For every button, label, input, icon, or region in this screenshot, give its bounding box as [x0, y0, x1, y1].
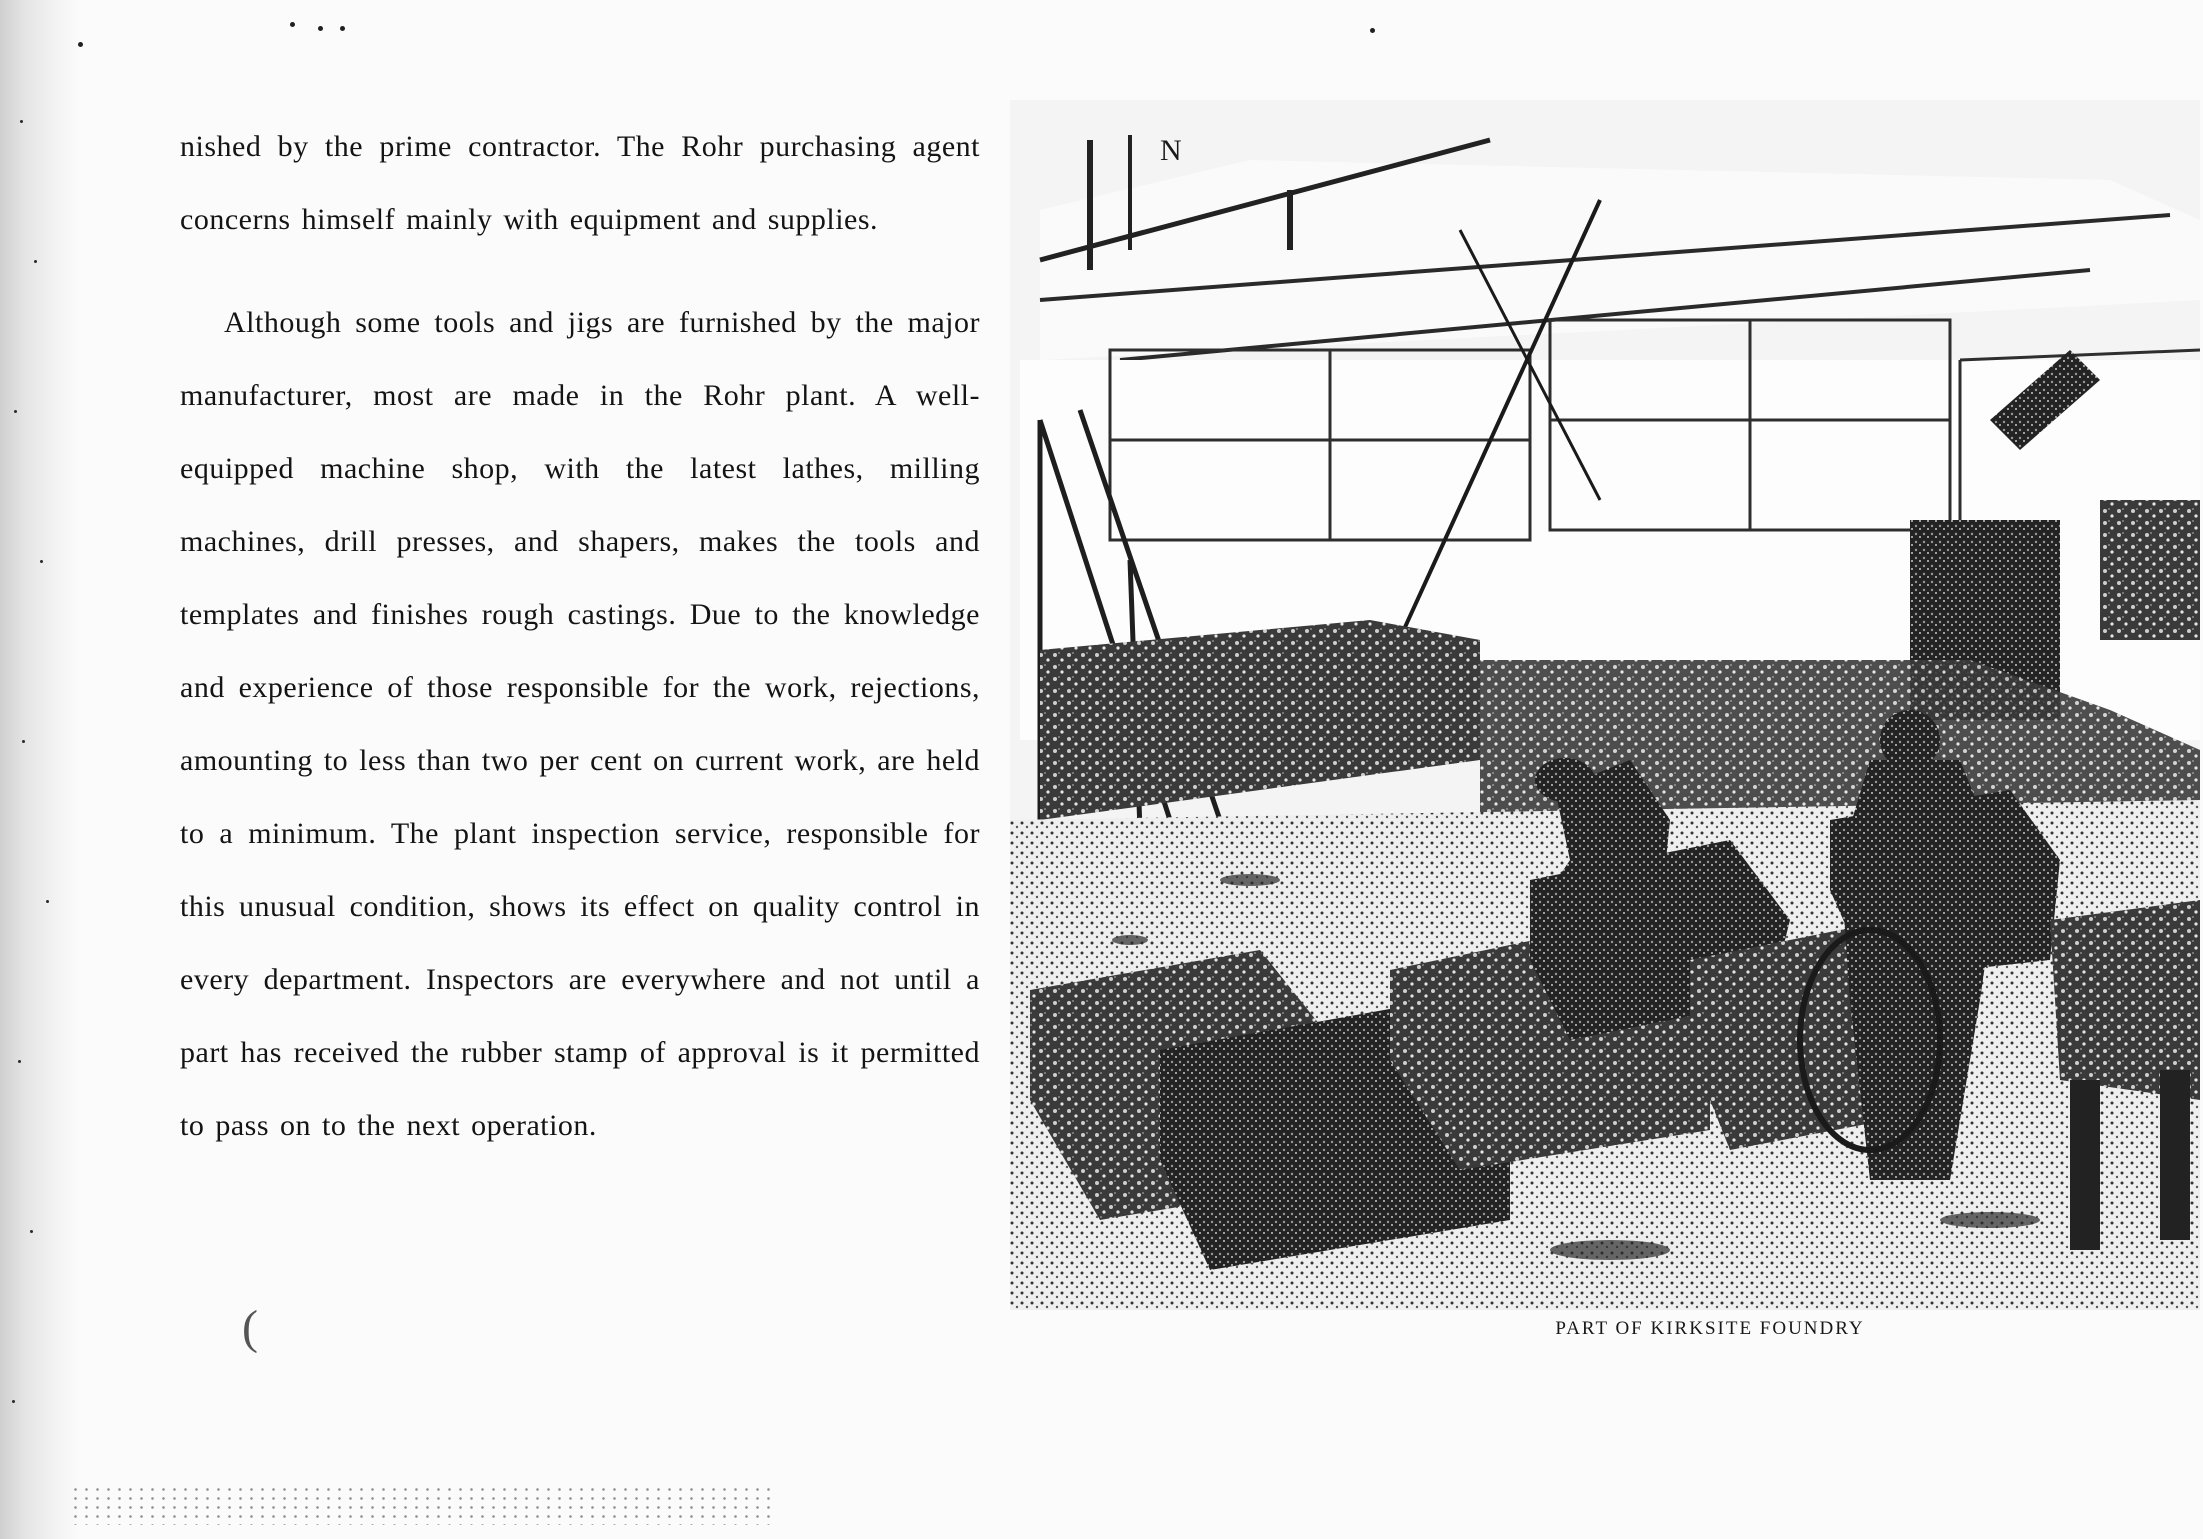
photo-caption: PART OF KIRKSITE FOUNDRY [1555, 1318, 1865, 1339]
foundry-photo-graphic [1010, 100, 2200, 1310]
scan-noise [70, 1485, 770, 1525]
scan-dot [340, 26, 345, 31]
paragraph-1: nished by the prime contractor. The Rohr purchasing agent concerns himself mainly with equipment and supplies. [180, 130, 980, 236]
scan-left-edge [0, 0, 80, 1539]
scan-dot [318, 26, 323, 31]
photo-sign-text: N [1160, 134, 1182, 167]
stray-mark: ( [242, 1301, 258, 1354]
body-text [180, 110, 980, 1162]
scan-dot [290, 22, 295, 27]
scan-dot [1370, 28, 1375, 33]
scan-dot [78, 42, 83, 47]
paragraph-2: Although some tools and jigs are furnished by the major manufacturer, most are made in the Rohr plant. A well-equipped machine shop, with the latest lathes, milling machines, drill presses, and shapers, makes the tools and templates and finishes rough castings. Due to the knowledge and experience of those responsible for the work, rejections, amounting to less than two per cent on current work, are held to a minimum. The plant inspection service, responsible for this unusual condition, shows its effect on quality control in every department. Inspectors are everywhere and not until a part has received the rubber stamp of approval is it permitted to pass on to the next operation. [180, 306, 980, 1142]
foundry-photo [1010, 100, 2200, 1310]
